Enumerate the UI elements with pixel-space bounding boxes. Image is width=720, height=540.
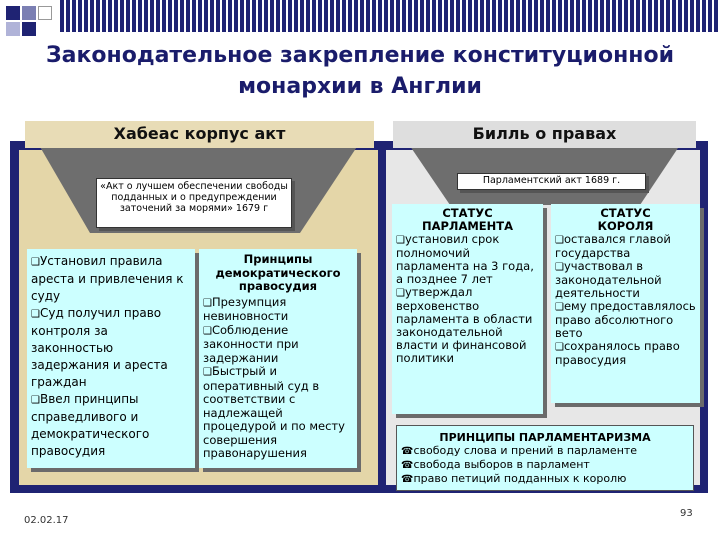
justice-principles-box [199, 249, 357, 468]
left-measures-box [27, 249, 195, 468]
king-item [555, 300, 696, 340]
slide-date: 02.02.17 [24, 515, 69, 526]
square-bullet-icon: ❑ [555, 342, 564, 353]
square-bullet-icon: ❑ [31, 257, 40, 268]
square-bullet-icon: ❑ [203, 325, 212, 337]
square-bullet-icon: ❑ [555, 302, 564, 313]
right-subtitle: Парламентский акт 1689 г. [457, 173, 646, 190]
square-bullet-icon: ❑ [555, 262, 564, 273]
measure-item [31, 253, 191, 305]
king-item-text: оставался главой государства [555, 232, 671, 260]
principle-item [203, 365, 353, 461]
title-line-2: монархии в Англии [238, 74, 482, 99]
principle-item-text: Быстрый и оперативный суд в соответствии с надлежащей процедурой и по месту совершения правонарушения [203, 364, 345, 460]
square-bullet-icon: ❑ [396, 235, 405, 246]
parliament-status-box [392, 204, 543, 414]
measure-item [31, 391, 191, 460]
king-item [555, 260, 696, 300]
square-bullet-icon: ❑ [31, 395, 40, 406]
parliamentarism-item-text: свободу слова и прений в парламенте [413, 444, 638, 457]
king-item-text: участвовал в законодательной деятельности [555, 259, 662, 300]
measure-item-text: Суд получил право контроля за законностью задержания и ареста граждан [31, 306, 168, 389]
phone-icon: ☎ [401, 474, 414, 485]
king-status-heading: СТАТУС КОРОЛЯ [597, 206, 654, 233]
parliament-item [396, 233, 539, 286]
square-bullet-icon: ❑ [396, 288, 405, 299]
parliament-item-text: утверждал верховенство парламента в области законодательной власти и финансовой политики [396, 285, 533, 365]
parliament-status-heading: СТАТУС ПАРЛАМЕНТА [421, 206, 514, 233]
parliamentarism-item [401, 444, 693, 458]
principle-item [203, 296, 353, 324]
king-item-text: сохранялось право правосудия [555, 339, 680, 367]
principle-item [203, 324, 353, 366]
measure-item-text: Ввел принципы справедливого и демократического правосудия [31, 392, 150, 458]
parliamentarism-item-text: право петиций подданных к королю [413, 472, 627, 485]
parliament-item [396, 286, 539, 365]
parliament-item-text: установил срок полномочий парламента на 3 года, а позднее 7 лет [396, 232, 534, 286]
parliamentarism-item [401, 458, 693, 472]
measure-item-text: Установил правила ареста и привлечения к суду [31, 254, 184, 303]
parliamentarism-heading: ПРИНЦИПЫ ПАРЛАМЕНТАРИЗМА [439, 431, 651, 444]
principle-item-text: Презумпция невиновности [203, 294, 289, 323]
justice-principles-heading: Принципы демократического правосудия [215, 252, 341, 293]
left-subtitle: «Акт о лучшем обеспечении свободы подданных и о предупреждении заточений за морями» 1679 г [96, 178, 292, 228]
phone-icon: ☎ [401, 460, 414, 471]
king-item [555, 233, 696, 260]
king-item [555, 340, 696, 367]
square-bullet-icon: ❑ [31, 309, 40, 320]
right-header: Билль о правах [472, 124, 617, 143]
phone-icon: ☎ [401, 446, 414, 457]
parliamentarism-item [401, 472, 693, 486]
left-header: Хабеас корпус акт [113, 124, 286, 143]
principle-item-text: Соблюдение законности при задержании [203, 322, 299, 365]
page-number: 93 [680, 508, 693, 519]
measure-item [31, 305, 191, 391]
square-bullet-icon: ❑ [203, 297, 212, 309]
title-line-1: Законодательное закрепление конституционной [45, 43, 674, 68]
square-bullet-icon: ❑ [555, 235, 564, 246]
parliamentarism-box [396, 425, 694, 491]
king-item-text: ему предоставлялось право абсолютного вето [555, 299, 696, 340]
parliamentarism-item-text: свобода выборов в парламент [413, 458, 590, 471]
square-bullet-icon: ❑ [203, 367, 212, 378]
king-status-box [551, 204, 700, 403]
